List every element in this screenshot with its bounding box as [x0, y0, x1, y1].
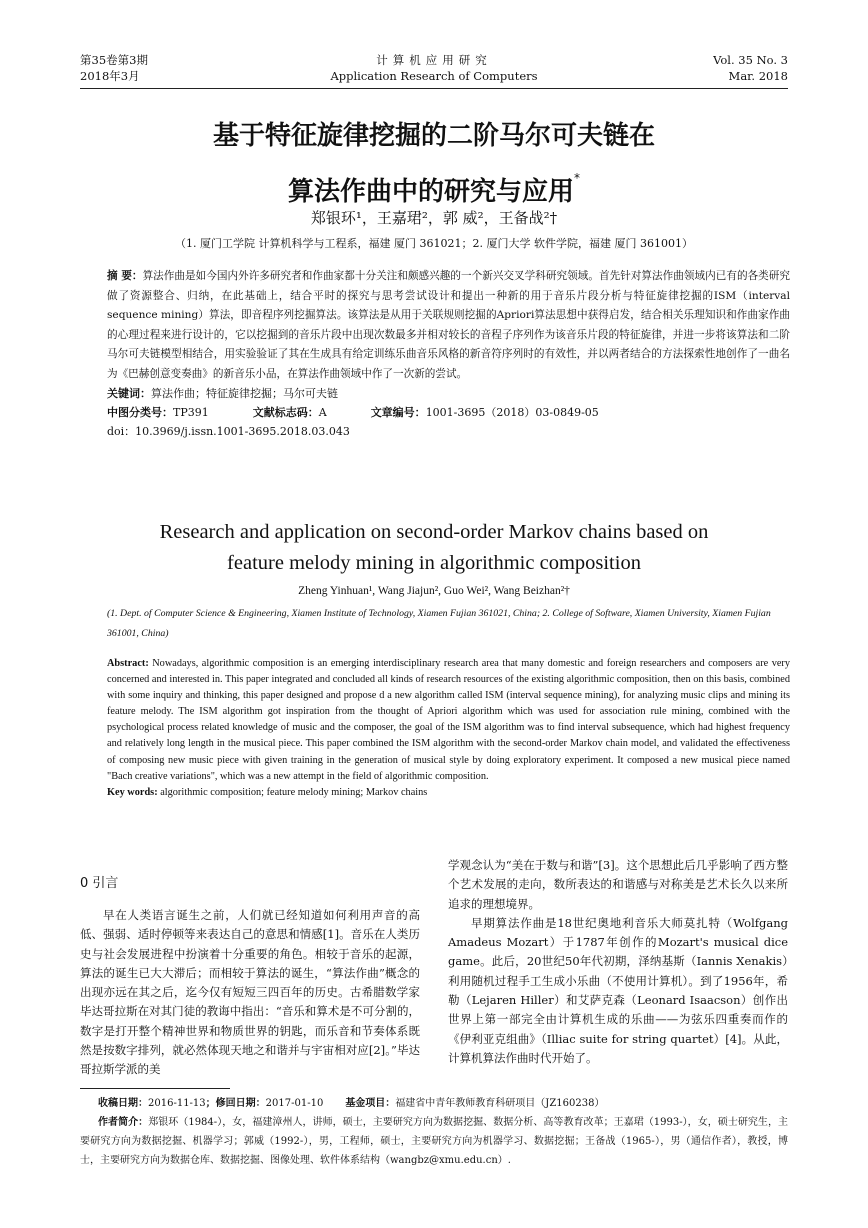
title-cn-line1: 基于特征旋律挖掘的二阶马尔可夫链在 — [212, 121, 655, 151]
authors-en: Zheng Yinhuan¹, Wang Jiajun², Guo Wei², Wang Beizhan²† — [298, 585, 570, 597]
doi: doi：10.3969/j.issn.1001-3695.2018.03.043 — [107, 425, 350, 438]
doc-code-value: A — [318, 406, 327, 419]
title-fund-mark: * — [574, 171, 580, 185]
keywords-cn-label: 关键词： — [107, 387, 151, 400]
footnote-rule — [80, 1088, 230, 1089]
journal-issue-cn — [80, 52, 148, 84]
abstract-en-label: Abstract: — [107, 658, 149, 669]
paper-title-cn — [60, 115, 808, 213]
doc-code-label: 文献标志码： — [252, 406, 319, 419]
paper-title-en — [60, 517, 808, 579]
clc-label: 中图分类号： — [107, 406, 173, 419]
footnote — [80, 1094, 788, 1170]
journal-name-en: Application Research of Computers — [330, 69, 538, 83]
keywords-cn-text: 算法作曲；特征旋律挖掘；马尔可夫链 — [151, 387, 338, 400]
fund-text: 福建省中青年教师教育科研项目（JZ160238） — [395, 1098, 605, 1109]
abstract-en-text: Nowadays, algorithmic composition is an emerging interdisciplinary research area that many domestic and foreign researchers and composers are very concerned and interested in. This paper integrated and concluded all kinds of research resources of the existing algorithmic composition, then on this basis, combined with some inquiry and thinking, this paper designed and propose d a new algorithm called ISM (interval sequence mining), for analyzing music clips and mining its feature melody. The ISM algorithm got inspiration from the thought of Apriori algorithm which was used for association rule mining, combined with the psychological process related knowledge of music and the composer, the goal of the ISM algorithm was to find interval subsequence, which had highest frequency and relatively long length in the musical piece. This paper combined the ISM algorithm with the second-order Markov chain model, and validated the effectiveness of composing new music piece with given training in the generation of musical style by doing exploratory experiment. It composed a new musical piece named "Bach creative variations", which was a new attempt in the field of algorithmic composition. — [107, 658, 790, 782]
journal-name — [234, 52, 634, 84]
header-rule — [80, 88, 788, 89]
abstract-cn — [107, 267, 790, 384]
received-label: 收稿日期： — [98, 1098, 148, 1109]
article-number-label: 文章编号： — [370, 406, 426, 419]
keywords-en-text: algorithmic composition; feature melody mining; Markov chains — [160, 786, 428, 798]
date-en: Mar. 2018 — [728, 69, 788, 83]
journal-issue-en — [620, 52, 788, 84]
volume-issue-en: Vol. 35 No. 3 — [713, 53, 788, 67]
received-date: 2016-11-13 — [148, 1098, 206, 1109]
abstract-cn-label: 摘 要： — [107, 270, 143, 282]
revised-date: 2017-01-10 — [265, 1098, 324, 1109]
keywords-en-label: Key words: — [107, 786, 158, 798]
bio-text: 郑银环（1984-），女，福建漳州人，讲师，硕士，主要研究方向为数据挖掘、数据分析、高等教育改革；王嘉珺（1993-），女，硕士研究生，主要研究方向为数据挖掘、机器学习；郭威（1992-），男，工程师，硕士，主要研究方向为机器学习、数据挖掘；王备战（1965-），男（通信作者），教授，博士，主要研究方向为数据仓库、数据挖掘、图像处理、软件体系结构（wangbz@xmu.edu.cn）. — [80, 1117, 789, 1166]
title-en-line1: Research and application on second-order Markov chains based on — [159, 521, 709, 543]
revised-label: ；修回日期： — [205, 1098, 266, 1109]
journal-name-cn: 计算机应用研究 — [376, 53, 492, 67]
title-cn-line2: 算法作曲中的研究与应用 — [287, 177, 574, 207]
bio-label: 作者简介： — [98, 1117, 149, 1128]
body-right-paragraph-1: 学观念认为“美在于数与和谐”[3]。这个思想此后几乎影响了西方整个艺术发展的走向，数所表达的和谐感与对称美是艺术长久以来所追求的理想境界。 — [448, 858, 788, 911]
body-left-paragraph: 早在人类语言诞生之前，人们就已经知道如何利用声音的高低、强弱、适时停顿等来表达自己的意思和情感[1]。音乐在人类历史与社会发展进程中扮演着十分重要的角色。相较于音乐的起源，算法的诞生已大大滞后；而相较于算法的诞生，“算法作曲”概念的出现亦远在其之后，迄今仅有短短三四百年的历史。古希腊数学家毕达哥拉斯在对其门徒的教诲中指出：“音乐和算术是不可分割的，数字是打开整个精神世界和物质世界的钥匙，而乐音和节奏体系既然是按数字排列，就必然体现天地之和谐并与宇宙相对应[2]。”毕达哥拉斯学派的美 — [80, 908, 420, 1077]
abstract-en-block — [107, 656, 790, 801]
footnote-bio — [80, 1113, 788, 1170]
classification-line — [107, 403, 790, 422]
volume-issue-cn: 第35卷第3期 — [80, 53, 148, 67]
section-heading-introduction: 0 引言 — [80, 876, 119, 891]
body-right-paragraph-2: 早期算法作曲是18世纪奥地利音乐大师莫扎特（Wolfgang Amadeus Mozart）于1787年创作的Mozart's musical dice game。此后，20世纪50年代初期，泽纳基斯（Iannis Xenakis）利用随机过程手工生成小乐曲（不使用计算机）。到了1956年，希勒（Lejaren Hiller）和艾萨克森（Leonard Isaacson）创作出世界上第一部完全由计算机生成的乐曲——为弦乐四重奏而作的《伊利亚克组曲》（Illiac suite for string quartet）[4]。从此，计算机算法作曲时代开始了。 — [448, 915, 788, 1065]
affiliation-cn: （1. 厦门工学院 计算机科学与工程系，福建 厦门 361021；2. 厦门大学 软件学院，福建 厦门 361001） — [175, 237, 693, 250]
body-right-column — [448, 856, 788, 1068]
date-cn: 2018年3月 — [80, 69, 140, 83]
title-en-line2: feature melody mining in algorithmic composition — [227, 552, 641, 574]
article-number-value: 1001-3695（2018）03-0849-05 — [425, 406, 599, 419]
clc-value: TP391 — [173, 406, 209, 419]
footnote-dates — [80, 1094, 788, 1113]
abstract-en — [107, 656, 790, 785]
keywords-cn — [107, 384, 790, 403]
abstract-cn-block — [107, 267, 790, 441]
abstract-cn-text: 算法作曲是如今国内外许多研究者和作曲家都十分关注和颇感兴趣的一个新兴交叉学科研究领域。首先针对算法作曲领域内已有的各类研究做了资源整合、归纳，在此基础上，结合平时的探究与思考尝试设计和提出一种新的用于音乐片段分析与特征旋律挖掘的ISM（interval sequence mining）算法，即音程序列挖掘算法。该算法是从用于关联规则挖掘的Apriori算法思想中获得启发，结合相关乐理知识和作曲家作曲的心理过程来进行设计的，它以挖掘到的音乐片段中出现次数最多并相对较长的音程子序列作为该音乐片段的特征旋律，并进一步将该算法和二阶马尔可夫链模型相结合，用实验验证了其在生成具有给定训练乐曲音乐风格的新音符序列时的有效性，并以两者结合的方法探索性地创作了一曲名为《巴赫创意变奏曲》的新音乐小品，在算法作曲领域中作了一次新的尝试。 — [107, 270, 790, 380]
keywords-en — [107, 785, 790, 801]
affiliation-en: (1. Dept. of Computer Science & Engineering, Xiamen Institute of Technology, Xiamen Fujian 361021, China; 2. College of Software, Xiamen University, Xiamen Fujian 361001, China) — [107, 608, 771, 639]
fund-label: 基金项目： — [345, 1098, 396, 1109]
authors-cn: 郑银环¹，王嘉珺²，郭 威²，王备战²† — [310, 209, 558, 227]
